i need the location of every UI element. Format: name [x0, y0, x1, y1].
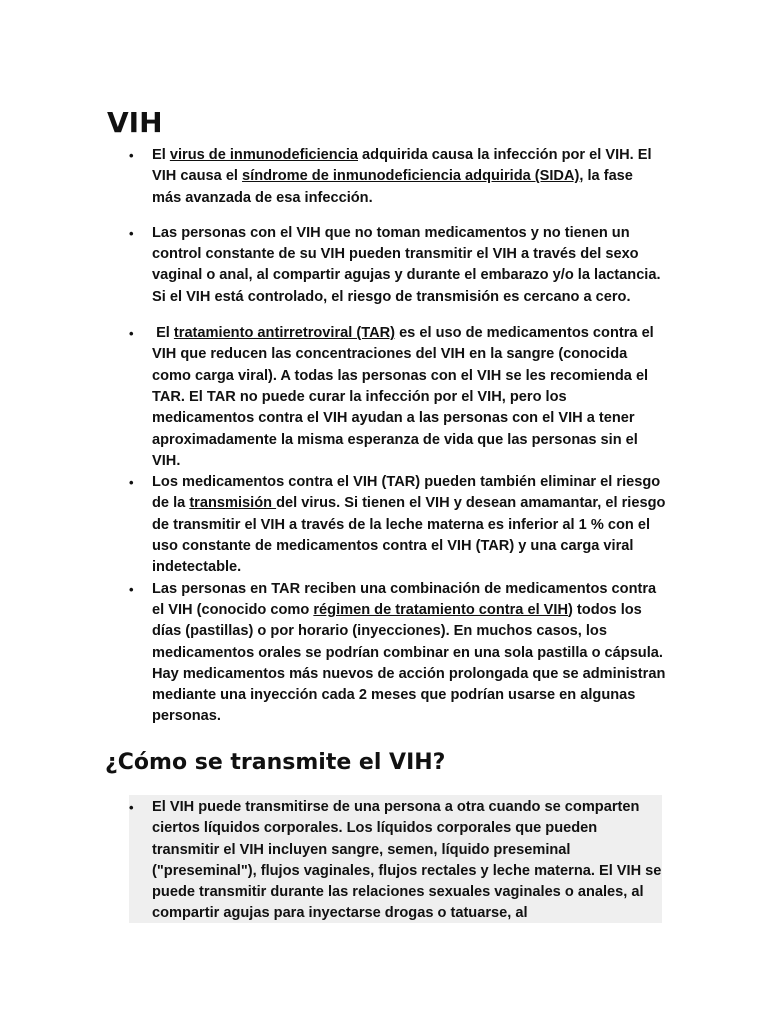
list-item	[129, 323, 666, 472]
item-text: , la fase más avanzada de esa infección.	[152, 168, 633, 206]
item-text: Los medicamentos contra el VIH (TAR) pueden también eliminar el riesgo de la	[152, 474, 661, 512]
link-regimen-tratamiento[interactable]: régimen de tratamiento contra el VIH	[313, 601, 569, 618]
item-text: del virus. Si tienen el VIH y desean amamantar, el riesgo de transmitir el VIH a través de la leche materna es inferior al 1 % con el uso constante de medicamentos contra el VIH (TAR) y una carga viral indetectable.	[152, 495, 666, 576]
page-title: VIH	[107, 106, 163, 139]
item-text: El	[152, 325, 174, 342]
item-text: El	[152, 147, 170, 163]
bullet-icon: •	[129, 800, 134, 815]
bullet-icon: •	[129, 225, 134, 241]
bullet-icon: •	[129, 326, 134, 342]
item-text: ) todos los días (pastillas) o por horario (inyecciones). En muchos casos, los medicamentos orales se podrían combinar en una sola pastilla o cápsula. Hay medicamentos más nuevos de acción prolongada que se administran mediante una inyección cada 2 meses que podrían usarse en algunas personas.	[152, 601, 666, 725]
bullet-list-vih	[129, 145, 666, 728]
item-text: Las personas en TAR reciben una combinación de medicamentos contra el VIH (conocido como	[152, 580, 657, 618]
list-item	[129, 223, 666, 308]
link-transmision[interactable]: transmisión	[189, 495, 277, 512]
list-item	[129, 145, 666, 209]
bullet-icon: •	[129, 581, 134, 597]
bullet-icon: •	[129, 148, 134, 163]
item-text: El VIH puede transmitirse de una persona a otra cuando se comparten ciertos líquidos corporales. Los líquidos corporales que pueden transmitir el VIH incluyen sangre, semen, líquido preseminal ("preseminal"), flujos vaginales, flujos rectales y leche materna. El VIH se puede transmitir durante las relaciones sexuales vaginales o anales, al compartir agujas para inyectarse drogas o tatuarse, al	[152, 799, 662, 922]
link-virus-inmunodeficiencia[interactable]: virus de inmunodeficiencia	[169, 147, 358, 163]
section-heading: ¿Cómo se transmite el VIH?	[105, 750, 446, 775]
item-text: Las personas con el VIH que no toman medicamentos y no tienen un control constante de su VIH pueden transmitir el VIH a través del sexo vaginal o anal, al compartir agujas y durante el embarazo y/o la lactancia. Si el VIH está controlado, el riesgo de transmisión es cercano a cero.	[152, 224, 661, 305]
link-sida[interactable]: síndrome de inmunodeficiencia adquirida (SIDA)	[242, 168, 580, 185]
list-item	[129, 797, 666, 925]
item-text: adquirida causa la infección por el VIH. El VIH causa el	[152, 147, 652, 185]
list-item	[129, 472, 666, 578]
item-text: es el uso de medicamentos contra el VIH que reducen las concentraciones del VIH en la sangre (conocida como carga viral). A todas las personas con el VIH se les recomienda el TAR. El TAR no puede curar la infección por el VIH, pero los medicamentos contra el VIH ayudan a las personas con el VIH a tener aproximadamente la misma esperanza de vida que las personas sin el VIH.	[152, 325, 654, 469]
link-tratamiento-antirretroviral[interactable]: tratamiento antirretroviral (TAR)	[173, 325, 396, 342]
bullet-icon: •	[129, 475, 134, 491]
bullet-list-transmision	[129, 797, 666, 925]
list-item	[129, 579, 666, 728]
